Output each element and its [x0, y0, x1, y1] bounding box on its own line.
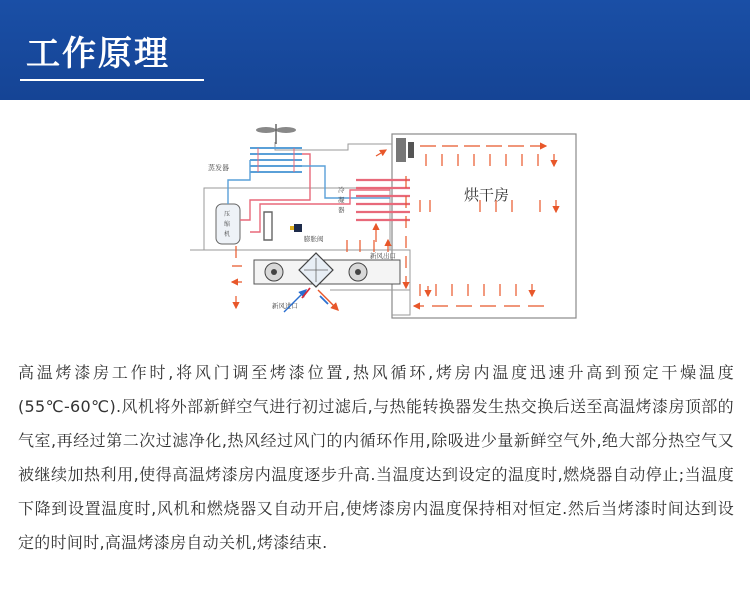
working-principle-description: 高温烤漆房工作时,将风门调至烤漆位置,热风循环,烤房内温度迅速升高到预定干燥温度(55℃-60℃).风机将外部新鲜空气进行初过滤后,与热能转换器发生热交换后送至高温烤漆房顶部的气室,再经过第二次过滤净化,热风经过风门的内循环作用,除吸进少量新鲜空气外,绝大部分热空气又被继续加热利用,使得高温烤漆房内温度逐步升高.当温度达到设定的温度时,燃烧器自动停止;当温度下降到设置温度时,风机和燃烧器又自动开启,使烤漆房内温度保持相对恒定.然后当烤漆时间达到设定的时间时,高温烤漆房自动关机,烤漆结束. [18, 363, 734, 552]
label-compressor-2: 缩 [224, 221, 231, 228]
title-underline [20, 79, 204, 81]
label-condenser-2: 凝 [338, 196, 345, 204]
label-compressor-1: 压 [224, 211, 231, 218]
evaporator-fan-icon [256, 124, 296, 144]
label-fresh-air-inlet: 新风进口 [272, 302, 298, 310]
label-evaporator: 蒸发器 [208, 164, 229, 172]
working-principle-diagram [180, 120, 580, 330]
label-fresh-air-outlet: 新风出口 [370, 252, 396, 260]
label-condenser-3: 器 [338, 206, 345, 214]
drying-room-airflow-arrows [376, 146, 556, 306]
label-expansion-valve: 膨胀阀 [304, 235, 324, 243]
condenser-fan-icon [396, 138, 414, 162]
label-compressor-3: 机 [224, 231, 231, 238]
evaporator-coil [250, 148, 302, 172]
page-title: 工作原理 [26, 34, 170, 74]
expansion-valve [294, 224, 302, 232]
left-side-arrows [232, 246, 242, 308]
expansion-valve-cap [290, 226, 294, 230]
condenser-coil [356, 180, 410, 220]
header-banner [0, 0, 750, 100]
label-condenser-1: 冷 [338, 186, 345, 194]
label-drying-room: 烘干房 [464, 186, 510, 204]
upward-airflow-arrows [347, 224, 388, 252]
